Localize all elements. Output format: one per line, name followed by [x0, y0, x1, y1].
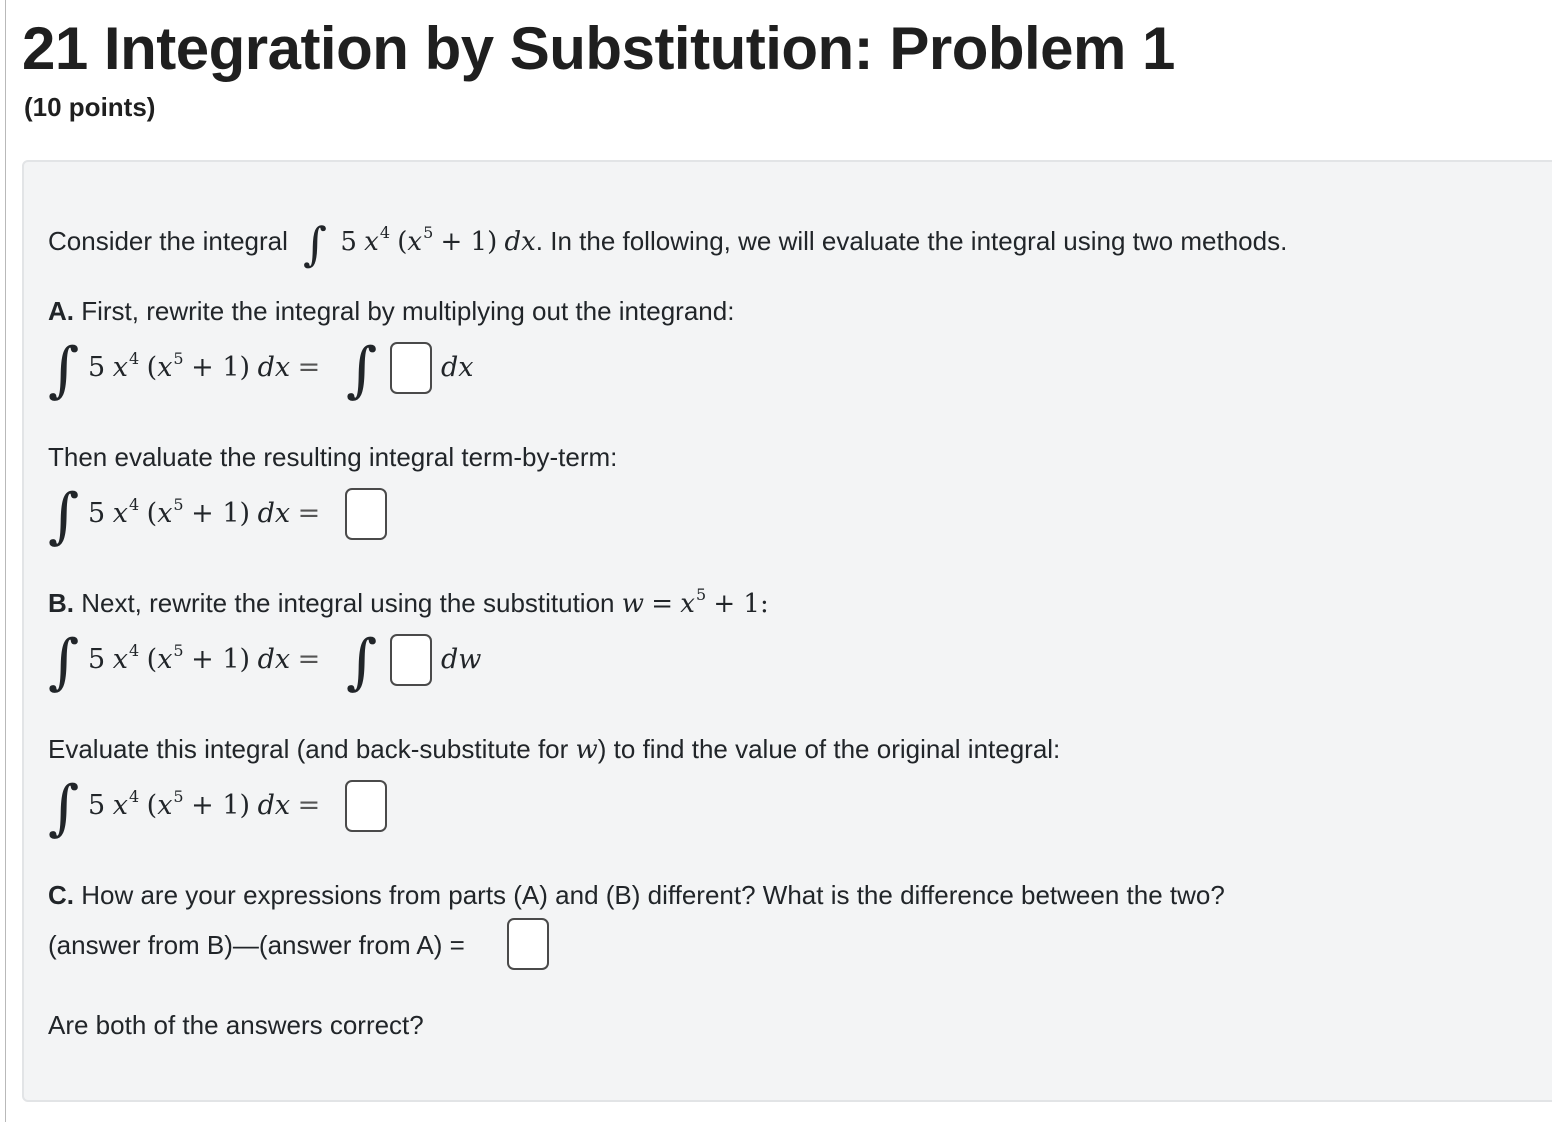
- integral-icon: ∫: [48, 335, 80, 405]
- part-b-eval: [48, 734, 1060, 765]
- integral-icon: ∫: [346, 335, 378, 405]
- sub-x: x: [680, 589, 695, 619]
- part-b-label: B.: [48, 588, 74, 618]
- part-a-lhs: 5 $x^4$ $(x^5 + 1)$ dx =: [88, 349, 321, 383]
- integral-icon: ∫: [303, 217, 328, 271]
- eval-text-1: Evaluate this integral (and back-substitute for: [48, 734, 576, 764]
- part-b-lhs-2: 5 $x^4$ $(x^5 + 1)$ dx =: [88, 787, 321, 821]
- intro-var2: x: [407, 227, 423, 257]
- answer-box-b-rewrite[interactable]: [390, 634, 432, 686]
- part-b-lhs: 5 $x^4$ $(x^5 + 1)$ dx =: [88, 641, 321, 675]
- intro-coef: 5: [340, 227, 357, 257]
- intro-dx: dx: [504, 227, 536, 257]
- part-c-question: Are both of the answers correct?: [48, 1010, 424, 1040]
- part-c-label: C.: [48, 880, 74, 910]
- answer-box-b-result[interactable]: [345, 780, 387, 832]
- integral-icon: ∫: [48, 773, 80, 843]
- intro-plus: + 1): [440, 227, 498, 257]
- part-b-text: Next, rewrite the integral using the substitution: [74, 588, 622, 618]
- page-title: 21 Integration by Substitution: Problem 1: [22, 15, 1175, 82]
- equals-sign: =: [297, 352, 321, 383]
- left-border: [5, 0, 6, 1122]
- eval-text-2: ) to find the value of the original integral:: [597, 734, 1061, 764]
- part-a-differential: dx: [441, 352, 474, 383]
- sub-w: w: [621, 589, 644, 619]
- integral-icon: ∫: [48, 481, 80, 551]
- points-label: (10 points): [24, 92, 156, 122]
- part-b-differential: dw: [441, 644, 482, 675]
- part-a-prompt: [48, 296, 734, 327]
- part-b-prompt: [48, 585, 769, 619]
- intro-pow2: 5: [423, 223, 434, 242]
- intro-prefix: Consider the integral: [48, 226, 288, 256]
- sub-pow: 5: [695, 585, 707, 604]
- sub-rest: + 1:: [713, 589, 769, 619]
- part-a-lhs-2: 5 $x^4$ $(x^5 + 1)$ dx =: [88, 495, 321, 529]
- part-a-text: First, rewrite the integral by multiplying out the integrand:: [74, 296, 735, 326]
- eval-w: w: [575, 735, 598, 765]
- part-c-prompt: [48, 880, 1225, 911]
- integral-icon: ∫: [346, 627, 378, 697]
- intro-line: [48, 207, 1288, 271]
- part-c-difference-label: (answer from B)—(answer from A) =: [48, 930, 465, 960]
- answer-box-c-difference[interactable]: [507, 918, 549, 970]
- intro-pow1: 4: [379, 223, 390, 242]
- intro-open: (: [397, 227, 408, 257]
- part-a-then: Then evaluate the resulting integral term-by-term:: [48, 442, 618, 472]
- sub-eq: =: [651, 589, 674, 619]
- part-a-label: A.: [48, 296, 74, 326]
- answer-box-a-result[interactable]: [345, 488, 387, 540]
- integral-icon: ∫: [48, 627, 80, 697]
- intro-suffix: . In the following, we will evaluate the integral using two methods.: [535, 226, 1288, 256]
- part-c-text: How are your expressions from parts (A) and (B) different? What is the difference between the two?: [74, 880, 1225, 910]
- intro-var: x: [364, 227, 379, 257]
- answer-box-a-rewrite[interactable]: [390, 342, 432, 394]
